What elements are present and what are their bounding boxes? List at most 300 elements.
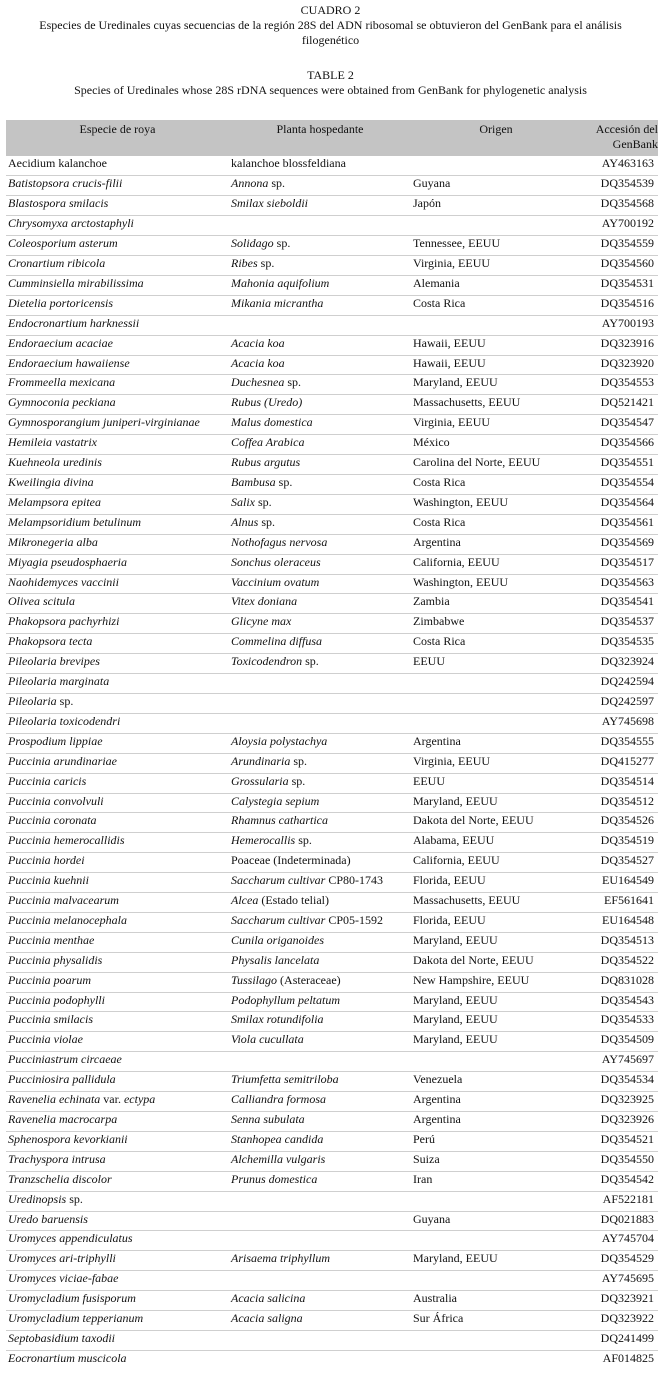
genbank-accession-cell: DQ354531 bbox=[581, 275, 658, 295]
species-name: Endoraecium hawaiiense bbox=[8, 355, 130, 370]
origin-cell: Virginia, EEUU bbox=[411, 256, 581, 276]
table-row bbox=[6, 1330, 658, 1350]
origin-cell: New Hampshire, EEUU bbox=[411, 972, 581, 992]
species-name: Uromyces ari-triphylli bbox=[8, 1251, 116, 1266]
host-plant-name: Calliandra formosa bbox=[231, 1092, 327, 1107]
species-name: Puccinia malvacearum bbox=[8, 893, 119, 908]
host-plant-name: Grossularia bbox=[231, 773, 289, 788]
origin-cell: Costa Rica bbox=[411, 634, 581, 654]
host-plant-name: Acacia saligna bbox=[231, 1311, 303, 1326]
host-plant-cell bbox=[229, 176, 411, 196]
species-cell bbox=[6, 793, 229, 813]
species-cell bbox=[6, 873, 229, 893]
genbank-accession-cell: DQ415277 bbox=[581, 753, 658, 773]
origin-cell: Iran bbox=[411, 1171, 581, 1191]
species-name: Blastospora smilacis bbox=[8, 196, 109, 211]
origin-cell bbox=[411, 1330, 581, 1350]
origin-cell: Hawaii, EEUU bbox=[411, 355, 581, 375]
species-name: Gymnoconia peckiana bbox=[8, 395, 116, 410]
origin-cell: México bbox=[411, 435, 581, 455]
genbank-accession-cell: DQ354551 bbox=[581, 455, 658, 475]
host-plant-qualifier: sp. bbox=[284, 375, 301, 390]
caption-english-text: Species of Uredinales whose 28S rDNA sequences were obtained from GenBank for phylogenetic analysis bbox=[74, 83, 587, 97]
host-plant-qualifier: sp. bbox=[290, 753, 308, 768]
genbank-accession-cell: DQ354529 bbox=[581, 1251, 658, 1271]
genbank-accession-cell: DQ354568 bbox=[581, 196, 658, 216]
table-row bbox=[6, 773, 658, 793]
host-plant-cell bbox=[229, 315, 411, 335]
species-cell bbox=[6, 415, 229, 435]
host-plant-name: Calystegia sepium bbox=[231, 793, 320, 808]
origin-cell: Sur África bbox=[411, 1311, 581, 1331]
host-plant-name: Senna subulata bbox=[231, 1112, 305, 1126]
origin-cell: Hawaii, EEUU bbox=[411, 335, 581, 355]
origin-cell: Maryland, EEUU bbox=[411, 992, 581, 1012]
caption-spanish bbox=[0, 3, 661, 48]
origin-cell: Tennessee, EEUU bbox=[411, 236, 581, 256]
species-cell bbox=[6, 395, 229, 415]
species-cell bbox=[6, 1330, 229, 1350]
species-cell bbox=[6, 275, 229, 295]
species-cell bbox=[6, 1131, 229, 1151]
origin-cell: California, EEUU bbox=[411, 853, 581, 873]
host-plant-name: Alnus bbox=[231, 514, 259, 529]
species-name: Uromycladium tepperianum bbox=[8, 1311, 144, 1326]
origin-cell: Maryland, EEUU bbox=[411, 932, 581, 952]
table-row bbox=[6, 753, 658, 773]
genbank-accession-cell: DQ354560 bbox=[581, 256, 658, 276]
genbank-accession-cell: DQ831028 bbox=[581, 972, 658, 992]
host-plant-name: Rubus (Uredo) bbox=[231, 395, 303, 410]
species-name: Puccinia hemerocallidis bbox=[8, 833, 125, 848]
genbank-accession-cell: DQ354547 bbox=[581, 415, 658, 435]
table-row bbox=[6, 1032, 658, 1052]
host-plant-cell bbox=[229, 196, 411, 216]
origin-cell: Costa Rica bbox=[411, 295, 581, 315]
table-row bbox=[6, 395, 658, 415]
species-name: Puccinia menthae bbox=[8, 932, 95, 947]
table-row bbox=[6, 256, 658, 276]
origin-cell bbox=[411, 674, 581, 694]
origin-cell: Costa Rica bbox=[411, 475, 581, 495]
origin-cell: Carolina del Norte, EEUU bbox=[411, 455, 581, 475]
species-name: Uromycladium fusisporum bbox=[8, 1291, 136, 1306]
genbank-accession-cell: DQ354535 bbox=[581, 634, 658, 654]
species-name: Puccinia caricis bbox=[8, 773, 87, 788]
species-name: Endoraecium acaciae bbox=[8, 335, 113, 350]
host-plant-cell bbox=[229, 833, 411, 853]
species-cell bbox=[6, 1171, 229, 1191]
species-cell bbox=[6, 813, 229, 833]
origin-cell: Dakota del Norte, EEUU bbox=[411, 813, 581, 833]
genbank-accession-cell: DQ354554 bbox=[581, 475, 658, 495]
table-row bbox=[6, 335, 658, 355]
species-cell bbox=[6, 355, 229, 375]
species-name: Coleosporium asterum bbox=[8, 236, 118, 251]
origin-cell: Maryland, EEUU bbox=[411, 375, 581, 395]
species-name: Puccinia poarum bbox=[8, 972, 91, 987]
genbank-accession-cell: DQ021883 bbox=[581, 1211, 658, 1231]
host-plant-qualifier: sp. bbox=[255, 494, 272, 509]
species-cell bbox=[6, 435, 229, 455]
host-plant-cell bbox=[229, 1072, 411, 1092]
species-name: Trachyspora intrusa bbox=[8, 1151, 106, 1166]
origin-cell: Zimbabwe bbox=[411, 614, 581, 634]
host-plant-name: kalanchoe blossfeldiana bbox=[231, 156, 346, 170]
host-plant-cell bbox=[229, 1251, 411, 1271]
species-cell bbox=[6, 574, 229, 594]
table-row bbox=[6, 475, 658, 495]
genbank-accession-cell: AF522181 bbox=[581, 1191, 658, 1211]
species-cell bbox=[6, 156, 229, 176]
host-plant-cell bbox=[229, 1350, 411, 1370]
host-plant-cell bbox=[229, 1112, 411, 1132]
table-row bbox=[6, 833, 658, 853]
host-plant-name: Physalis lancelata bbox=[231, 952, 320, 967]
origin-cell: EEUU bbox=[411, 773, 581, 793]
species-cell bbox=[6, 1291, 229, 1311]
species-cell bbox=[6, 912, 229, 932]
host-plant-cell bbox=[229, 574, 411, 594]
host-plant-cell bbox=[229, 335, 411, 355]
host-plant-cell bbox=[229, 912, 411, 932]
host-plant-cell bbox=[229, 813, 411, 833]
host-plant-cell bbox=[229, 494, 411, 514]
origin-cell: Washington, EEUU bbox=[411, 574, 581, 594]
host-plant-qualifier: sp. bbox=[275, 475, 293, 489]
host-plant-cell bbox=[229, 275, 411, 295]
table-row bbox=[6, 972, 658, 992]
species-name: Gymnosporangium juniperi-virginianae bbox=[8, 415, 200, 430]
genbank-accession-cell: DQ354550 bbox=[581, 1151, 658, 1171]
table-row bbox=[6, 654, 658, 674]
host-plant-cell bbox=[229, 554, 411, 574]
origin-cell: Massachusetts, EEUU bbox=[411, 893, 581, 913]
host-plant-qualifier: sp. bbox=[257, 256, 275, 271]
species-cell bbox=[6, 674, 229, 694]
genbank-accession-cell: EU164549 bbox=[581, 873, 658, 893]
table-row bbox=[6, 1350, 658, 1370]
species-name: Cumminsiella mirabilissima bbox=[8, 275, 144, 290]
origin-cell bbox=[411, 713, 581, 733]
host-plant-cell bbox=[229, 853, 411, 873]
genbank-accession-cell: DQ354564 bbox=[581, 494, 658, 514]
origin-cell: Venezuela bbox=[411, 1072, 581, 1092]
origin-cell: Japón bbox=[411, 196, 581, 216]
origin-cell: Costa Rica bbox=[411, 514, 581, 534]
species-cell bbox=[6, 1112, 229, 1132]
host-plant-name: Toxicodendron bbox=[231, 654, 303, 669]
host-plant-qualifier: sp. bbox=[302, 654, 319, 669]
genbank-accession-cell: DQ242597 bbox=[581, 693, 658, 713]
species-cell bbox=[6, 236, 229, 256]
species-cell bbox=[6, 853, 229, 873]
species-name: Pucciniosira pallidula bbox=[8, 1072, 116, 1087]
host-plant-cell bbox=[229, 733, 411, 753]
table-row bbox=[6, 355, 658, 375]
genbank-accession-cell: DQ323921 bbox=[581, 1291, 658, 1311]
species-cell bbox=[6, 773, 229, 793]
species-name: Uredinopsis bbox=[8, 1191, 67, 1206]
host-plant-cell bbox=[229, 873, 411, 893]
host-plant-cell bbox=[229, 1231, 411, 1251]
host-plant-cell bbox=[229, 534, 411, 554]
host-plant-cell bbox=[229, 435, 411, 455]
genbank-accession-cell: DQ354521 bbox=[581, 1131, 658, 1151]
host-plant-name: Triumfetta semitriloba bbox=[231, 1072, 339, 1087]
table-row bbox=[6, 1311, 658, 1331]
host-plant-cell bbox=[229, 1092, 411, 1112]
host-plant-cell bbox=[229, 793, 411, 813]
table-row bbox=[6, 713, 658, 733]
species-name: Miyagia pseudosphaeria bbox=[8, 554, 127, 569]
origin-cell: EEUU bbox=[411, 654, 581, 674]
host-plant-cell bbox=[229, 1012, 411, 1032]
host-plant-cell bbox=[229, 614, 411, 634]
table-row bbox=[6, 594, 658, 614]
table-row bbox=[6, 554, 658, 574]
species-name: Mikronegeria alba bbox=[8, 534, 98, 549]
caption-english-label: TABLE 2 bbox=[307, 68, 354, 82]
table-row bbox=[6, 176, 658, 196]
species-name: Hemileia vastatrix bbox=[8, 435, 97, 450]
origin-cell: Virginia, EEUU bbox=[411, 753, 581, 773]
table-row bbox=[6, 196, 658, 216]
host-plant-name: Mahonia aquifolium bbox=[231, 275, 330, 290]
species-name: Puccinia kuehnii bbox=[8, 873, 89, 888]
origin-cell: California, EEUU bbox=[411, 554, 581, 574]
host-plant-cell bbox=[229, 1151, 411, 1171]
host-plant-qualifier: sp. bbox=[258, 514, 276, 529]
species-cell bbox=[6, 335, 229, 355]
table-row bbox=[6, 435, 658, 455]
species-name: Chrysomyxa arctostaphyli bbox=[8, 216, 134, 231]
species-cell bbox=[6, 315, 229, 335]
genbank-accession-cell: DQ354514 bbox=[581, 773, 658, 793]
host-plant-cell bbox=[229, 415, 411, 435]
species-cell bbox=[6, 932, 229, 952]
table-row bbox=[6, 1131, 658, 1151]
host-plant-cell bbox=[229, 514, 411, 534]
species-cell bbox=[6, 713, 229, 733]
species-name: Sphenospora kevorkianii bbox=[8, 1131, 128, 1146]
table-row bbox=[6, 1191, 658, 1211]
origin-cell: Perú bbox=[411, 1131, 581, 1151]
host-plant-cell bbox=[229, 1191, 411, 1211]
table-row bbox=[6, 514, 658, 534]
genbank-accession-cell: DQ354522 bbox=[581, 952, 658, 972]
species-cell bbox=[6, 1151, 229, 1171]
species-name: Phakopsora tecta bbox=[8, 634, 93, 649]
species-name: Cronartium ribicola bbox=[8, 256, 106, 271]
host-plant-name: Bambusa bbox=[231, 475, 276, 489]
table-row bbox=[6, 1092, 658, 1112]
host-plant-qualifier: CP05-1592 bbox=[325, 912, 383, 927]
host-plant-cell bbox=[229, 893, 411, 913]
host-plant-name: Vaccinium ovatum bbox=[231, 574, 320, 589]
caption-english bbox=[0, 68, 661, 98]
genbank-accession-cell: DQ354513 bbox=[581, 932, 658, 952]
host-plant-name: Prunus domestica bbox=[231, 1171, 318, 1186]
species-cell bbox=[6, 1350, 229, 1370]
host-plant-name: Annona bbox=[231, 176, 269, 191]
species-name: Kweilingia divina bbox=[8, 475, 94, 489]
host-plant-cell bbox=[229, 1330, 411, 1350]
host-plant-cell bbox=[229, 753, 411, 773]
table-row bbox=[6, 455, 658, 475]
host-plant-name: Alchemilla vulgaris bbox=[231, 1151, 326, 1166]
genbank-accession-cell: DQ242594 bbox=[581, 674, 658, 694]
host-plant-qualifier: (Estado telial) bbox=[258, 893, 329, 908]
host-plant-cell bbox=[229, 216, 411, 236]
species-cell bbox=[6, 494, 229, 514]
species-name: Frommeella mexicana bbox=[8, 375, 116, 390]
genbank-accession-cell: AF014825 bbox=[602, 1350, 654, 1365]
genbank-accession-cell: DQ354526 bbox=[581, 813, 658, 833]
header-genbank-accession: Accesión del GenBank bbox=[581, 120, 658, 156]
host-plant-qualifier: sp. bbox=[273, 236, 291, 251]
table-row bbox=[6, 952, 658, 972]
genbank-accession-cell: AY745697 bbox=[581, 1052, 658, 1072]
species-qualifier: var. bbox=[100, 1092, 121, 1107]
species-name: Kuehneola uredinis bbox=[8, 455, 102, 470]
genbank-accession-cell: AY463163 bbox=[581, 156, 658, 176]
species-name: Ravenelia macrocarpa bbox=[8, 1112, 118, 1126]
host-plant-cell bbox=[229, 713, 411, 733]
origin-cell: Maryland, EEUU bbox=[411, 1251, 581, 1271]
table-row bbox=[6, 1171, 658, 1191]
caption-spanish-text: Especies de Uredinales cuyas secuencias de la región 28S del ADN ribosomal se obtuvieron del GenBank para el análisis filogenético bbox=[39, 18, 622, 47]
table-row bbox=[6, 853, 658, 873]
host-plant-name: Acacia koa bbox=[231, 335, 285, 350]
species-name: Puccinia podophylli bbox=[8, 992, 105, 1007]
genbank-accession-cell: DQ354527 bbox=[581, 853, 658, 873]
host-plant-cell bbox=[229, 1052, 411, 1072]
host-plant-name: Coffea Arabica bbox=[231, 435, 305, 450]
species-cell bbox=[6, 1311, 229, 1331]
table-row bbox=[6, 1291, 658, 1311]
species-name: Eocronartium muscicola bbox=[8, 1350, 127, 1365]
host-plant-name: Malus domestica bbox=[231, 415, 313, 430]
origin-cell bbox=[411, 1350, 581, 1370]
species-name: Pileolaria toxicodendri bbox=[8, 713, 121, 728]
host-plant-cell bbox=[229, 1311, 411, 1331]
genbank-accession-cell: DQ323920 bbox=[581, 355, 658, 375]
host-plant-cell bbox=[229, 693, 411, 713]
table-row bbox=[6, 793, 658, 813]
host-plant-name: Commelina diffusa bbox=[231, 634, 323, 649]
species-cell bbox=[6, 1211, 229, 1231]
host-plant-cell bbox=[229, 455, 411, 475]
host-plant-cell bbox=[229, 992, 411, 1012]
table-row bbox=[6, 1231, 658, 1251]
origin-cell bbox=[411, 1191, 581, 1211]
origin-cell: Maryland, EEUU bbox=[411, 1032, 581, 1052]
origin-cell: Maryland, EEUU bbox=[411, 793, 581, 813]
origin-cell: Florida, EEUU bbox=[411, 912, 581, 932]
origin-cell: Argentina bbox=[411, 1112, 581, 1132]
table-row bbox=[6, 912, 658, 932]
table-row bbox=[6, 1271, 658, 1291]
host-plant-cell bbox=[229, 1291, 411, 1311]
host-plant-name: Acacia koa bbox=[231, 355, 285, 370]
host-plant-cell bbox=[229, 634, 411, 654]
species-name: Melampsoridium betulinum bbox=[8, 514, 141, 529]
species-cell bbox=[6, 196, 229, 216]
species-name: Puccinia coronata bbox=[8, 813, 97, 828]
host-plant-cell bbox=[229, 1171, 411, 1191]
host-plant-name: Vitex doniana bbox=[231, 594, 298, 609]
species-name: Ravenelia echinata bbox=[8, 1092, 101, 1107]
host-plant-name: Arisaema triphyllum bbox=[231, 1251, 330, 1266]
table-row bbox=[6, 1151, 658, 1171]
genbank-accession-cell: DQ521421 bbox=[581, 395, 658, 415]
species-name: Pileolaria bbox=[8, 693, 57, 708]
table-row bbox=[6, 295, 658, 315]
genbank-accession-cell: DQ354516 bbox=[581, 295, 658, 315]
table-row bbox=[6, 236, 658, 256]
table-row bbox=[6, 574, 658, 594]
host-plant-cell bbox=[229, 1032, 411, 1052]
host-plant-name: Mikania micrantha bbox=[231, 295, 324, 310]
host-plant-name: Saccharum cultivar bbox=[231, 873, 326, 888]
species-qualifier: sp. bbox=[66, 1191, 83, 1206]
header-host-plant: Planta hospedante bbox=[229, 120, 411, 156]
species-name: Puccinia smilacis bbox=[8, 1012, 93, 1027]
species-name: Tranzschelia discolor bbox=[8, 1171, 112, 1186]
genbank-accession-cell: DQ354563 bbox=[581, 574, 658, 594]
table-row bbox=[6, 275, 658, 295]
origin-cell: Virginia, EEUU bbox=[411, 415, 581, 435]
species-cell bbox=[6, 554, 229, 574]
host-plant-name: Solidago bbox=[231, 236, 274, 251]
table-row bbox=[6, 674, 658, 694]
origin-cell: Argentina bbox=[411, 733, 581, 753]
species-name: Pileolaria brevipes bbox=[8, 654, 100, 669]
genbank-accession-cell: DQ354542 bbox=[581, 1171, 658, 1191]
genbank-accession-cell: AY745695 bbox=[581, 1271, 658, 1291]
species-cell bbox=[6, 893, 229, 913]
host-plant-name: Ribes bbox=[231, 256, 258, 271]
table-row bbox=[6, 315, 658, 335]
genbank-accession-cell: EF561641 bbox=[581, 893, 658, 913]
species-name: Uromyces appendiculatus bbox=[8, 1231, 133, 1246]
header-origin: Origen bbox=[411, 120, 581, 156]
table-body bbox=[6, 156, 658, 1370]
table-row bbox=[6, 375, 658, 395]
host-plant-name: Rhamnus cathartica bbox=[231, 813, 328, 828]
host-plant-cell bbox=[229, 1131, 411, 1151]
species-name: Uromyces viciae-fabae bbox=[8, 1271, 119, 1286]
species-name: Puccinia hordei bbox=[8, 853, 85, 868]
species-cell bbox=[6, 455, 229, 475]
host-plant-qualifier: CP80-1743 bbox=[325, 873, 383, 888]
species-cell bbox=[6, 952, 229, 972]
genbank-accession-cell: DQ354512 bbox=[581, 793, 658, 813]
caption-spanish-label: CUADRO 2 bbox=[300, 3, 361, 17]
genbank-accession-cell: DQ354517 bbox=[581, 554, 658, 574]
genbank-accession-cell: DQ354569 bbox=[581, 534, 658, 554]
genbank-accession-cell: DQ354541 bbox=[581, 594, 658, 614]
table-header bbox=[6, 120, 658, 156]
host-plant-name: Glicyne max bbox=[231, 614, 292, 629]
genbank-accession-cell: DQ354534 bbox=[581, 1072, 658, 1092]
species-cell bbox=[6, 1032, 229, 1052]
species-cell bbox=[6, 295, 229, 315]
origin-cell bbox=[411, 216, 581, 236]
species-name: Olivea scitula bbox=[8, 594, 75, 609]
species-name: Puccinia violae bbox=[8, 1032, 83, 1047]
